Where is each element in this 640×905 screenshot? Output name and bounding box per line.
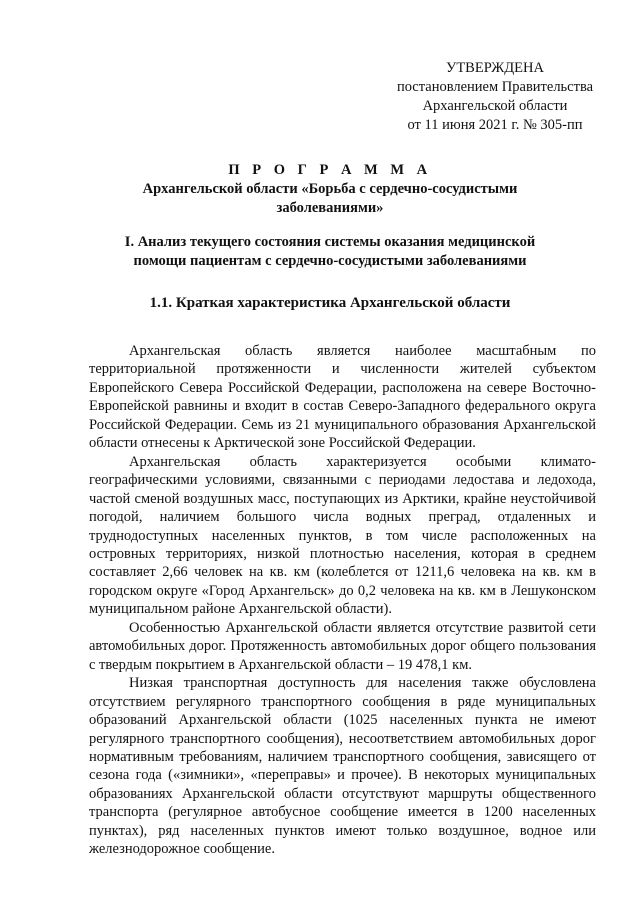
section-heading-line1: I. Анализ текущего состояния системы оказания медицинской — [124, 234, 536, 250]
paragraph-climate: Архангельская область характеризуется особыми климато-географическими условиями, связанными с периодами ледостава и ледохода, частой сменой воздушных масс, поступающих из Арктики, крайне неустойчивой погодой, наличием большого числа водных преград, отдаленных и труднодоступных населенных пунктов, в том числе расположенных на островных территориях, низкой плотностью населения, которая в среднем составляет 2,66 человек на кв. км (колеблется от 1211,6 человека на кв. км в городском округе «Город Архангельск» до 0,2 человека на кв. км в Лешуконском муниципальном районе Архангельской области). — [89, 453, 596, 618]
approval-authority: постановлением Правительства — [396, 79, 594, 95]
section-heading — [60, 233, 600, 271]
approval-region: Архангельской области — [422, 98, 568, 114]
section-heading-line2: помощи пациентам с сердечно-сосудистыми заболеваниями — [133, 253, 527, 269]
paragraph-territory: Архангельская область является наиболее масштабным по территориальной протяженности и численности жителей субъектом Европейского Севера Российской Федерации, расположена на севере Восточно-Европейской равнины и входит в состав Северо-Западного федерального округа Российской Федерации. Семь из 21 муниципального образования Архангельской области отнесены к Арктической зоне Российской Федерации. — [89, 343, 596, 452]
approval-date-number: от 11 июня 2021 г. № 305-пп — [407, 117, 583, 133]
program-title — [60, 161, 600, 218]
program-subtitle-line1: Архангельской области «Борьба с сердечно-сосудистыми — [142, 181, 518, 197]
approval-stamp — [380, 59, 610, 135]
approval-status: УТВЕРЖДЕНА — [446, 60, 544, 76]
program-subtitle-line2: заболеваниями» — [276, 200, 384, 216]
paragraph-roads: Особенностью Архангельской области является отсутствие развитой сети автомобильных дорог. Протяженность автомобильных дорог общего пользования с твердым покрытием в Архангельской области – 19 478,1 км. — [89, 619, 596, 673]
subsection-heading: 1.1. Краткая характеристика Архангельской области — [149, 295, 511, 311]
document-body — [89, 342, 596, 859]
paragraph-transport: Низкая транспортная доступность для населения также обусловлена отсутствием регулярного транспортного сообщения в ряде муниципальных образований Архангельской области (1025 населенных пункта не имеют регулярного транспортного сообщения), несоответствием автомобильных дорог нормативным требованиям, наличием транспортного сообщения, зависящего от сезона года («зимники», «переправы» и прочее). В некоторых муниципальных образованиях Архангельской области отсутствуют маршруты общественного транспорта (регулярное автобусное сообщение имеется в 1200 населенных пунктах), ряд населенных пунктов имеют только воздушное, водное или железнодорожное сообщение. — [89, 675, 596, 858]
program-heading: П Р О Г Р А М М А — [228, 162, 432, 178]
